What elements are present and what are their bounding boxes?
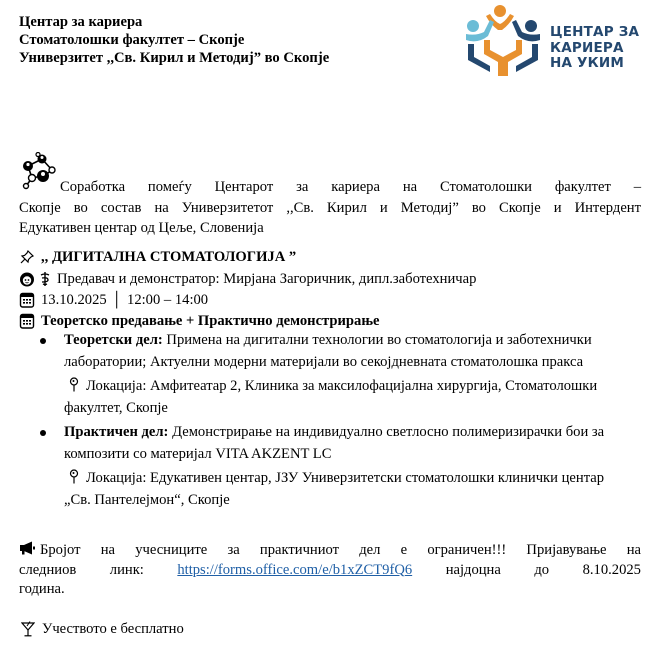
notice-line-3: година. [19,581,65,597]
program-parts-list [0,330,664,511]
location-pin-icon [68,377,80,392]
collaboration-line-3: Едукативен центар од Цеље, Словенија [19,220,264,236]
logo-text-line1: ЦЕНТАР ЗА [550,24,640,40]
logo-text-line2: КАРИЕРА [550,39,624,56]
notice-line-1-text: Бројот на учесниците за практичниот дел е ограничен!!! Пријавување на [40,542,641,558]
calendar-icon [19,313,35,329]
header-line-university: Универзитет ,,Св. Кирил и Методиј” во Скопје [19,50,330,66]
theoretical-label: Теоретски дел: [64,332,163,348]
pushpin-icon [19,249,35,265]
event-title-row [19,247,296,267]
notice-pre-link: следниов линк: [19,561,144,578]
theoretical-location-text: Локација: Амфитеатар 2, Клиника за максилофацијална хирургија, Стоматолошки факултет, Скопје [64,378,598,416]
event-date: 13.10.2025 [41,292,107,308]
logo-text-line3: НА УКИМ [550,55,625,71]
notice-line-2 [19,561,641,581]
event-time: 12:00 – 14:00 [127,292,209,308]
collaboration-paragraph [19,177,641,239]
bullet-icon [40,338,46,344]
calendar-icon [19,292,35,308]
collaboration-line-1 [19,177,641,198]
header-line-faculty: Стоматолошки факултет – Скопје [19,32,245,48]
collaboration-line-1-text: Соработка помеѓу Центарот за кариера на Стоматолошки факултет – [60,179,641,195]
header-line-career-center: Центар за кариера [19,14,143,30]
practical-location-text: Локација: Едукативен центар, ЈЗУ Универзитетски стоматолошки клинички центар „Св. Пантелејмон“, Скопје [64,470,605,508]
cocktail-glass-icon [21,621,35,637]
free-participation-text: Учеството е бесплатно [42,621,184,637]
document-header [19,13,329,67]
logo-emblem-icon [462,2,546,78]
collaboration-line-2: Скопје во состав на Универзитетот ,,Св. Кирил и Методиј” во Скопје и Интердент [19,199,641,216]
theoretical-location [0,376,624,419]
presenter-row [19,269,476,289]
event-format: Теоретско предавање + Практично демонстрирање [41,313,380,329]
list-item-theoretical [0,330,624,373]
practical-label: Практичен дел: [64,424,169,440]
list-item-practical [0,422,624,465]
date-time-separator: │ [111,292,123,308]
location-pin-icon [68,469,80,484]
practical-text: Демонстрирање на индивидуално светлосно полимеризирачки бои за композити со материјал VITA AKZENT LC [64,424,605,462]
date-time-row [19,290,208,310]
registration-notice [19,541,641,600]
theoretical-text: Примена на дигитални технологии во стоматологија и заботехнички лаборатории; Актуелни модерни материјали во секојдневната стоматолошка пракса [64,332,592,370]
logo-text [550,25,639,72]
face-icon [19,271,35,287]
registration-form-link[interactable]: https://forms.office.com/e/b1xZCT9fQ6 [177,561,413,578]
event-format-row [19,311,379,331]
megaphone-icon [19,541,36,555]
career-center-logo [462,2,642,78]
presenter-text: Предавач и демонстратор: Мирјана Загоричник, дипл.заботехничар [57,271,477,287]
event-title: ,, ДИГИТАЛНА СТОМАТОЛОГИЈА ” [41,249,297,265]
bullet-icon [40,430,46,436]
practical-location [0,468,624,511]
notice-line-1 [19,541,641,561]
free-participation-row [19,619,184,639]
notice-deadline: најдоцна до 8.10.2025 [445,561,641,578]
medical-caduceus-icon [39,271,51,287]
